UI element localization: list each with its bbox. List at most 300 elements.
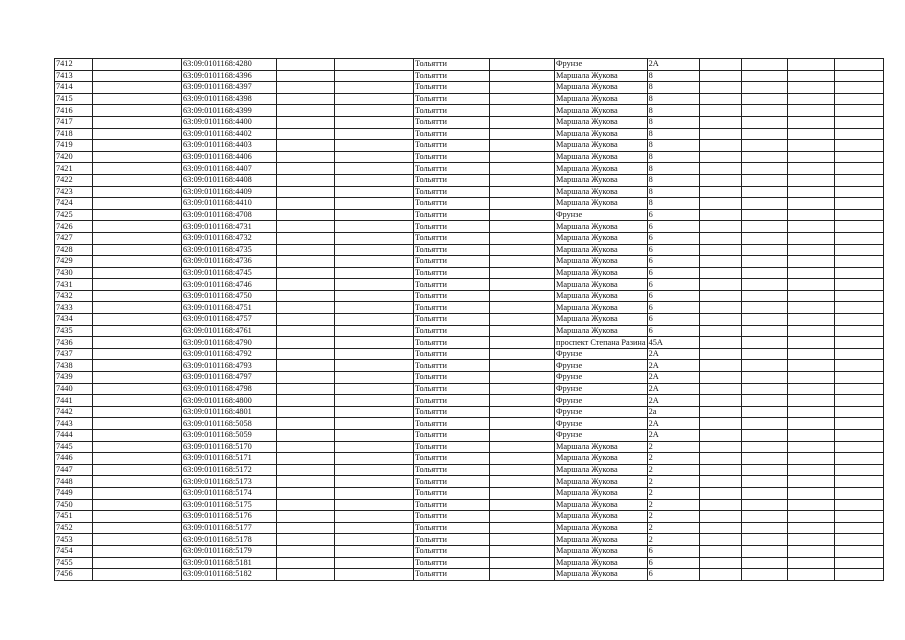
cadastral-number-cell: 63:09:0101168:4410 <box>182 198 277 210</box>
city-cell: Тольятти <box>414 360 490 372</box>
empty-cell <box>699 302 741 314</box>
house-number-cell: 2 <box>647 534 699 546</box>
empty-cell <box>277 441 335 453</box>
empty-cell <box>834 314 883 326</box>
row-number-cell: 7438 <box>55 360 93 372</box>
empty-cell <box>490 534 555 546</box>
row-number-cell: 7423 <box>55 186 93 198</box>
empty-cell <box>335 82 414 94</box>
street-cell: Маршала Жукова <box>555 487 648 499</box>
empty-cell <box>834 279 883 291</box>
street-cell: Маршала Жукова <box>555 534 648 546</box>
empty-cell <box>741 116 787 128</box>
empty-cell <box>834 383 883 395</box>
empty-cell <box>335 476 414 488</box>
house-number-cell: 6 <box>647 302 699 314</box>
street-cell: Маршала Жукова <box>555 279 648 291</box>
empty-cell <box>335 406 414 418</box>
empty-cell <box>277 395 335 407</box>
empty-cell <box>490 290 555 302</box>
street-cell: Маршала Жукова <box>555 140 648 152</box>
empty-cell <box>93 105 182 117</box>
cadastral-number-cell: 63:09:0101168:5058 <box>182 418 277 430</box>
house-number-cell: 6 <box>647 290 699 302</box>
row-number-cell: 7454 <box>55 545 93 557</box>
empty-cell <box>277 290 335 302</box>
street-cell: Маршала Жукова <box>555 151 648 163</box>
empty-cell <box>490 186 555 198</box>
street-cell: Фрунзе <box>555 348 648 360</box>
empty-cell <box>741 93 787 105</box>
empty-cell <box>335 360 414 372</box>
cadastral-number-cell: 63:09:0101168:4790 <box>182 337 277 349</box>
cadastral-number-cell: 63:09:0101168:4409 <box>182 186 277 198</box>
empty-cell <box>93 383 182 395</box>
empty-cell <box>277 105 335 117</box>
row-number-cell: 7442 <box>55 406 93 418</box>
empty-cell <box>490 302 555 314</box>
empty-cell <box>699 337 741 349</box>
street-cell: Маршала Жукова <box>555 256 648 268</box>
empty-cell <box>335 325 414 337</box>
empty-cell <box>741 395 787 407</box>
table-row <box>55 198 884 210</box>
empty-cell <box>787 59 834 71</box>
street-cell: Фрунзе <box>555 59 648 71</box>
empty-cell <box>490 198 555 210</box>
street-cell: проспект Степана Разина <box>556 337 646 347</box>
empty-cell <box>741 267 787 279</box>
empty-cell <box>834 105 883 117</box>
empty-cell <box>335 267 414 279</box>
street-cell: Маршала Жукова <box>555 464 648 476</box>
empty-cell <box>277 569 335 581</box>
empty-cell <box>834 244 883 256</box>
house-number-cell: 8 <box>647 116 699 128</box>
row-number-cell: 7427 <box>55 232 93 244</box>
empty-cell <box>787 348 834 360</box>
table-row <box>55 360 884 372</box>
row-number-cell: 7450 <box>55 499 93 511</box>
house-number-cell: 6 <box>647 244 699 256</box>
city-cell: Тольятти <box>414 163 490 175</box>
empty-cell <box>490 151 555 163</box>
empty-cell <box>787 279 834 291</box>
empty-cell <box>490 453 555 465</box>
empty-cell <box>277 464 335 476</box>
empty-cell <box>490 314 555 326</box>
empty-cell <box>787 569 834 581</box>
row-number-cell: 7416 <box>55 105 93 117</box>
empty-cell <box>834 221 883 233</box>
empty-cell <box>93 256 182 268</box>
empty-cell <box>741 337 787 349</box>
cadastral-number-cell: 63:09:0101168:4399 <box>182 105 277 117</box>
empty-cell <box>277 302 335 314</box>
street-cell: Маршала Жукова <box>555 198 648 210</box>
cadastral-number-cell: 63:09:0101168:4708 <box>182 209 277 221</box>
empty-cell <box>93 372 182 384</box>
street-cell: Маршала Жукова <box>555 569 648 581</box>
empty-cell <box>699 441 741 453</box>
empty-cell <box>490 337 555 349</box>
empty-cell <box>277 221 335 233</box>
empty-cell <box>834 522 883 534</box>
empty-cell <box>741 314 787 326</box>
empty-cell <box>490 395 555 407</box>
empty-cell <box>490 232 555 244</box>
empty-cell <box>787 534 834 546</box>
cadastral-number-cell: 63:09:0101168:5176 <box>182 511 277 523</box>
empty-cell <box>93 116 182 128</box>
empty-cell <box>787 511 834 523</box>
empty-cell <box>335 453 414 465</box>
street-cell: Фрунзе <box>555 418 648 430</box>
empty-cell <box>277 383 335 395</box>
empty-cell <box>93 290 182 302</box>
row-number-cell: 7431 <box>55 279 93 291</box>
empty-cell <box>787 453 834 465</box>
empty-cell <box>699 221 741 233</box>
empty-cell <box>699 279 741 291</box>
empty-cell <box>787 70 834 82</box>
table-row <box>55 244 884 256</box>
table-row <box>55 348 884 360</box>
cadastral-number-cell: 63:09:0101168:5173 <box>182 476 277 488</box>
street-cell: Фрунзе <box>555 360 648 372</box>
empty-cell <box>93 406 182 418</box>
empty-cell <box>490 105 555 117</box>
row-number-cell: 7412 <box>55 59 93 71</box>
empty-cell <box>93 511 182 523</box>
row-number-cell: 7446 <box>55 453 93 465</box>
empty-cell <box>834 395 883 407</box>
empty-cell <box>335 221 414 233</box>
city-cell: Тольятти <box>414 406 490 418</box>
empty-cell <box>93 453 182 465</box>
city-cell: Тольятти <box>414 267 490 279</box>
house-number-cell: 6 <box>647 279 699 291</box>
empty-cell <box>787 186 834 198</box>
empty-cell <box>93 360 182 372</box>
empty-cell <box>787 360 834 372</box>
empty-cell <box>787 464 834 476</box>
house-number-cell: 6 <box>647 256 699 268</box>
empty-cell <box>335 372 414 384</box>
empty-cell <box>834 116 883 128</box>
empty-cell <box>93 441 182 453</box>
empty-cell <box>335 557 414 569</box>
empty-cell <box>93 151 182 163</box>
empty-cell <box>834 59 883 71</box>
empty-cell <box>787 128 834 140</box>
table-row <box>55 82 884 94</box>
empty-cell <box>787 545 834 557</box>
empty-cell <box>93 209 182 221</box>
table-row <box>55 209 884 221</box>
row-number-cell: 7436 <box>55 337 93 349</box>
empty-cell <box>490 93 555 105</box>
empty-cell <box>834 430 883 442</box>
empty-cell <box>834 464 883 476</box>
empty-cell <box>277 186 335 198</box>
empty-cell <box>699 59 741 71</box>
street-cell: Маршала Жукова <box>555 116 648 128</box>
empty-cell <box>335 70 414 82</box>
empty-cell <box>741 557 787 569</box>
empty-cell <box>741 70 787 82</box>
empty-cell <box>93 140 182 152</box>
empty-cell <box>277 557 335 569</box>
row-number-cell: 7414 <box>55 82 93 94</box>
table-row <box>55 128 884 140</box>
table-row <box>55 314 884 326</box>
empty-cell <box>335 232 414 244</box>
empty-cell <box>93 464 182 476</box>
empty-cell <box>335 244 414 256</box>
empty-cell <box>699 140 741 152</box>
empty-cell <box>741 360 787 372</box>
empty-cell <box>699 290 741 302</box>
empty-cell <box>699 82 741 94</box>
empty-cell <box>277 337 335 349</box>
city-cell: Тольятти <box>414 93 490 105</box>
table-row <box>55 511 884 523</box>
city-cell: Тольятти <box>414 557 490 569</box>
empty-cell <box>787 163 834 175</box>
street-cell: Маршала Жукова <box>555 325 648 337</box>
house-number-cell: 2 <box>647 476 699 488</box>
empty-cell <box>93 314 182 326</box>
empty-cell <box>335 441 414 453</box>
empty-cell <box>335 430 414 442</box>
street-cell: Маршала Жукова <box>555 128 648 140</box>
empty-cell <box>277 140 335 152</box>
empty-cell <box>699 545 741 557</box>
table-row <box>55 534 884 546</box>
empty-cell <box>335 105 414 117</box>
empty-cell <box>699 406 741 418</box>
empty-cell <box>741 383 787 395</box>
empty-cell <box>834 198 883 210</box>
cadastral-number-cell: 63:09:0101168:4402 <box>182 128 277 140</box>
house-number-cell: 6 <box>647 557 699 569</box>
empty-cell <box>741 279 787 291</box>
city-cell: Тольятти <box>414 209 490 221</box>
house-number-cell: 2А <box>647 418 699 430</box>
empty-cell <box>787 522 834 534</box>
row-number-cell: 7424 <box>55 198 93 210</box>
empty-cell <box>490 499 555 511</box>
empty-cell <box>335 314 414 326</box>
empty-cell <box>335 186 414 198</box>
table-row <box>55 290 884 302</box>
empty-cell <box>834 174 883 186</box>
row-number-cell: 7455 <box>55 557 93 569</box>
empty-cell <box>699 232 741 244</box>
city-cell: Тольятти <box>414 348 490 360</box>
city-cell: Тольятти <box>414 534 490 546</box>
empty-cell <box>834 256 883 268</box>
empty-cell <box>741 418 787 430</box>
empty-cell <box>741 186 787 198</box>
row-number-cell: 7421 <box>55 163 93 175</box>
empty-cell <box>741 325 787 337</box>
empty-cell <box>787 314 834 326</box>
street-cell: Маршала Жукова <box>555 511 648 523</box>
empty-cell <box>787 441 834 453</box>
street-cell: Фрунзе <box>555 372 648 384</box>
empty-cell <box>277 430 335 442</box>
empty-cell <box>787 487 834 499</box>
empty-cell <box>490 511 555 523</box>
city-cell: Тольятти <box>414 372 490 384</box>
empty-cell <box>699 569 741 581</box>
cadastral-number-cell: 63:09:0101168:4761 <box>182 325 277 337</box>
cadastral-number-cell: 63:09:0101168:5171 <box>182 453 277 465</box>
empty-cell <box>699 70 741 82</box>
empty-cell <box>834 140 883 152</box>
empty-cell <box>699 128 741 140</box>
empty-cell <box>335 302 414 314</box>
house-number-cell: 2А <box>647 395 699 407</box>
cadastral-number-cell: 63:09:0101168:4757 <box>182 314 277 326</box>
empty-cell <box>277 244 335 256</box>
empty-cell <box>93 279 182 291</box>
cadastral-number-cell: 63:09:0101168:4798 <box>182 383 277 395</box>
empty-cell <box>93 302 182 314</box>
empty-cell <box>490 140 555 152</box>
empty-cell <box>277 511 335 523</box>
empty-cell <box>93 476 182 488</box>
empty-cell <box>834 325 883 337</box>
empty-cell <box>834 337 883 349</box>
cadastral-number-cell: 63:09:0101168:4736 <box>182 256 277 268</box>
empty-cell <box>834 511 883 523</box>
empty-cell <box>93 244 182 256</box>
empty-cell <box>490 464 555 476</box>
cadastral-number-cell: 63:09:0101168:4745 <box>182 267 277 279</box>
house-number-cell: 2 <box>647 511 699 523</box>
house-number-cell: 2 <box>647 499 699 511</box>
empty-cell <box>787 557 834 569</box>
cadastral-number-cell: 63:09:0101168:4746 <box>182 279 277 291</box>
empty-cell <box>699 116 741 128</box>
empty-cell <box>787 267 834 279</box>
cadastral-number-cell: 63:09:0101168:4280 <box>182 59 277 71</box>
house-number-cell: 2 <box>647 522 699 534</box>
street-cell: Маршала Жукова <box>555 267 648 279</box>
empty-cell <box>490 82 555 94</box>
empty-cell <box>699 383 741 395</box>
empty-cell <box>834 406 883 418</box>
empty-cell <box>741 198 787 210</box>
empty-cell <box>335 140 414 152</box>
empty-cell <box>335 383 414 395</box>
empty-cell <box>787 105 834 117</box>
row-number-cell: 7449 <box>55 487 93 499</box>
row-number-cell: 7435 <box>55 325 93 337</box>
empty-cell <box>277 348 335 360</box>
empty-cell <box>834 151 883 163</box>
house-number-cell: 8 <box>647 105 699 117</box>
house-number-cell: 8 <box>647 82 699 94</box>
empty-cell <box>335 163 414 175</box>
city-cell: Тольятти <box>414 128 490 140</box>
empty-cell <box>787 140 834 152</box>
city-cell: Тольятти <box>414 314 490 326</box>
empty-cell <box>787 430 834 442</box>
empty-cell <box>277 174 335 186</box>
city-cell: Тольятти <box>414 430 490 442</box>
empty-cell <box>699 163 741 175</box>
empty-cell <box>93 93 182 105</box>
street-cell: Фрунзе <box>555 430 648 442</box>
row-number-cell: 7425 <box>55 209 93 221</box>
empty-cell <box>93 82 182 94</box>
empty-cell <box>277 198 335 210</box>
city-cell: Тольятти <box>414 82 490 94</box>
table-row <box>55 476 884 488</box>
empty-cell <box>277 522 335 534</box>
empty-cell <box>834 441 883 453</box>
house-number-cell: 6 <box>647 314 699 326</box>
cadastral-number-cell: 63:09:0101168:5174 <box>182 487 277 499</box>
empty-cell <box>277 128 335 140</box>
empty-cell <box>93 174 182 186</box>
table-row <box>55 395 884 407</box>
empty-cell <box>335 279 414 291</box>
house-number-cell: 6 <box>647 569 699 581</box>
empty-cell <box>93 534 182 546</box>
empty-cell <box>490 116 555 128</box>
empty-cell <box>335 569 414 581</box>
city-cell: Тольятти <box>414 105 490 117</box>
empty-cell <box>93 348 182 360</box>
empty-cell <box>787 151 834 163</box>
row-number-cell: 7441 <box>55 395 93 407</box>
street-cell: Фрунзе <box>555 383 648 395</box>
house-number-cell: 6 <box>647 325 699 337</box>
city-cell: Тольятти <box>414 59 490 71</box>
street-cell: Маршала Жукова <box>555 314 648 326</box>
empty-cell <box>93 499 182 511</box>
empty-cell <box>277 232 335 244</box>
table-row <box>55 174 884 186</box>
empty-cell <box>741 372 787 384</box>
cadastral-number-cell: 63:09:0101168:4732 <box>182 232 277 244</box>
empty-cell <box>335 337 414 349</box>
row-number-cell: 7413 <box>55 70 93 82</box>
empty-cell <box>490 244 555 256</box>
row-number-cell: 7451 <box>55 511 93 523</box>
street-cell: Маршала Жукова <box>555 232 648 244</box>
empty-cell <box>93 267 182 279</box>
row-number-cell: 7434 <box>55 314 93 326</box>
house-number-cell: 2А <box>647 348 699 360</box>
house-number-cell: 2А <box>647 383 699 395</box>
empty-cell <box>93 430 182 442</box>
empty-cell <box>335 128 414 140</box>
empty-cell <box>834 186 883 198</box>
table-row <box>55 522 884 534</box>
empty-cell <box>741 453 787 465</box>
empty-cell <box>834 534 883 546</box>
cadastral-number-cell: 63:09:0101168:4793 <box>182 360 277 372</box>
empty-cell <box>741 476 787 488</box>
row-number-cell: 7420 <box>55 151 93 163</box>
street-cell: Маршала Жукова <box>555 186 648 198</box>
